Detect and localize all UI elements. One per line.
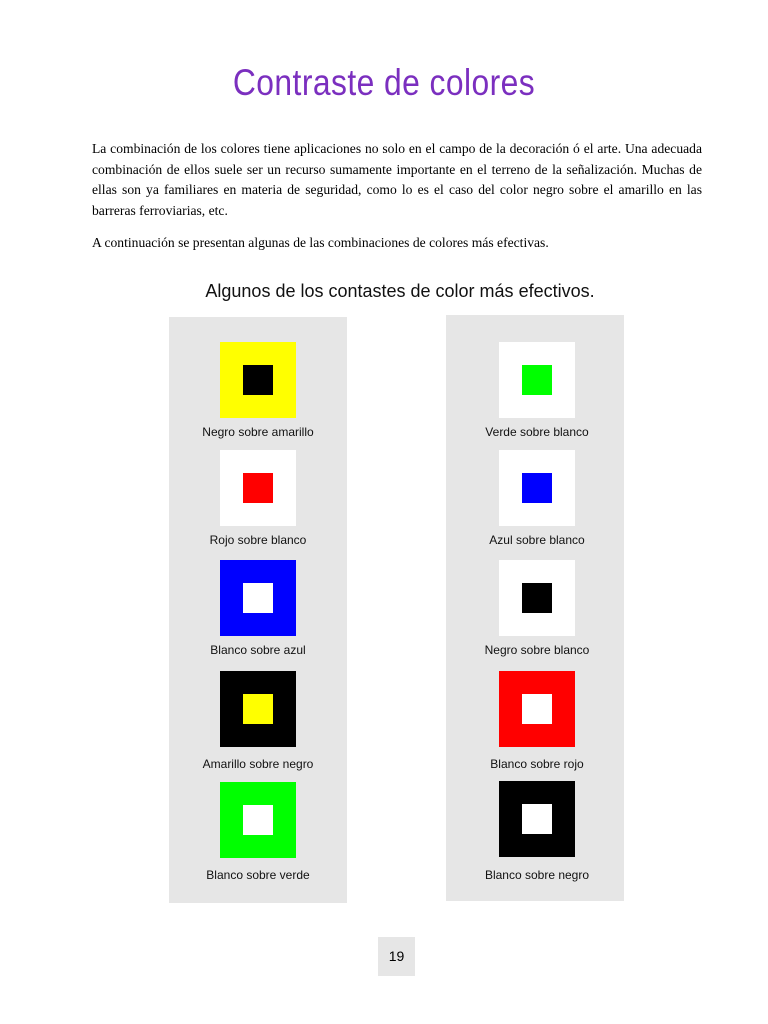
intro-paragraph: La combinación de los colores tiene aplicaciones no solo en el campo de la decoración ó el arte. Una adecuada combinación de ellos suele ser un recurso sumamente importante en el terreno de la señalización. Muchas de ellas son ya familiares en materia de seguridad, como lo es el caso del color negro sobre el amarillo en las barreras ferroviarias, etc. [92, 141, 702, 218]
page-title: Contraste de colores [232, 62, 536, 103]
swatch-azul-sobre-blanco [499, 450, 575, 526]
swatch-inner [243, 473, 273, 503]
swatch-caption: Azul sobre blanco [489, 533, 585, 547]
swatch-caption: Verde sobre blanco [485, 425, 589, 439]
swatch-inner [522, 365, 552, 395]
swatch-caption: Rojo sobre blanco [209, 533, 307, 547]
swatch-inner [243, 805, 273, 835]
swatch-caption: Blanco sobre verde [206, 868, 310, 882]
swatch-panel-right [446, 315, 624, 901]
swatch-caption: Negro sobre amarillo [202, 425, 314, 439]
lead-in-paragraph: A continuación se presentan algunas de las combinaciones de colores más efectivas. [92, 235, 549, 250]
swatch-inner [243, 583, 273, 613]
swatch-blanco-sobre-verde [220, 782, 296, 858]
swatch-blanco-sobre-rojo [499, 671, 575, 747]
swatch-blanco-sobre-negro [499, 781, 575, 857]
swatch-inner [522, 473, 552, 503]
swatch-inner [522, 694, 552, 724]
swatch-negro-sobre-amarillo [220, 342, 296, 418]
swatch-inner [522, 804, 552, 834]
swatch-verde-sobre-blanco [499, 342, 575, 418]
swatch-inner [243, 365, 273, 395]
swatch-caption: Blanco sobre azul [210, 643, 306, 657]
swatch-blanco-sobre-azul [220, 560, 296, 636]
swatch-negro-sobre-blanco [499, 560, 575, 636]
swatch-caption: Amarillo sobre negro [202, 757, 314, 771]
swatch-rojo-sobre-blanco [220, 450, 296, 526]
swatch-inner [522, 583, 552, 613]
swatch-caption: Blanco sobre rojo [490, 757, 584, 771]
page-number: 19 [378, 937, 415, 976]
swatch-inner [243, 694, 273, 724]
swatch-caption: Blanco sobre negro [484, 868, 590, 882]
swatch-caption: Negro sobre blanco [484, 643, 590, 657]
swatch-amarillo-sobre-negro [220, 671, 296, 747]
section-subtitle: Algunos de los contastes de color más efectivos. [205, 281, 595, 301]
swatch-panel-left [169, 317, 347, 903]
